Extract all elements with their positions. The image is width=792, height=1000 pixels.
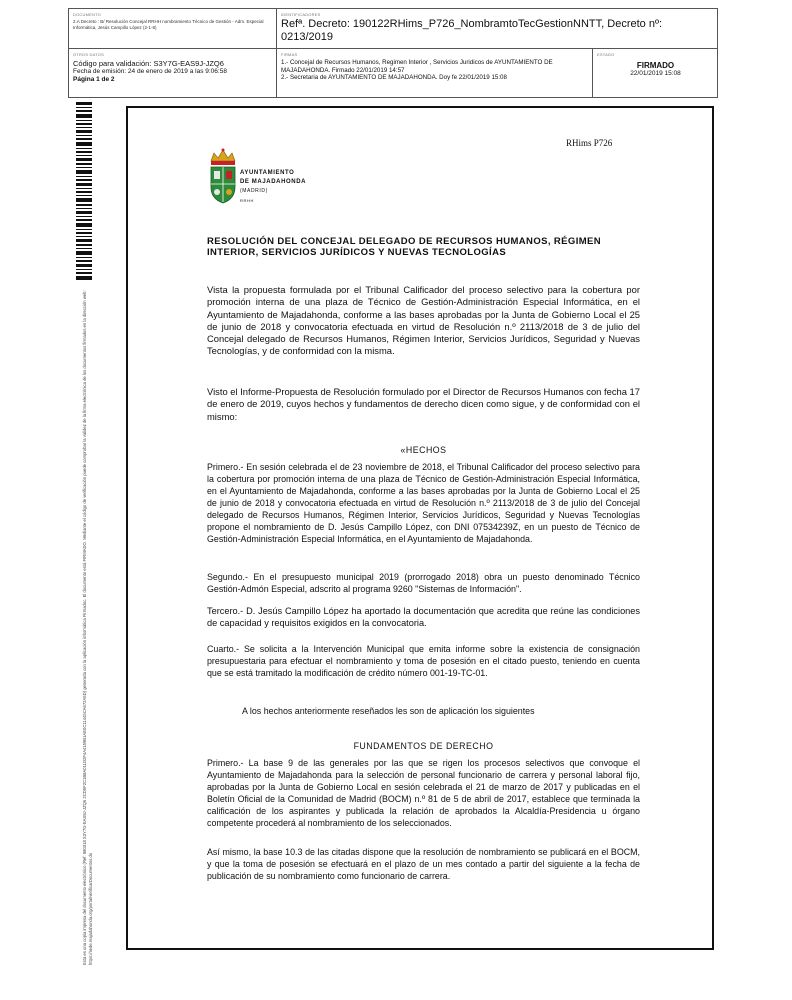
page-number: Página 1 de 2 [73,76,115,83]
paragraph-informe: Visto el Informe-Propuesta de Resolución formulado por el Director de Recursos Humanos con fecha 17 de enero de 2019, cuyos hechos y fundamentos de derecho dicen como sigue, y de conformidad con el mismo: [207,386,640,422]
fundamentos-heading: FUNDAMENTOS DE DERECHO [353,741,494,751]
otros-datos-label: OTROS DATOS [73,52,104,57]
documento-text: 2.A Decreto : B/ Resolución Concejal RRHH nombramiento Técnico de Gestión - Adm. Especial Informática, Jesús Campillo López (2-1-8) [73,19,264,30]
hecho-cuarto: Cuarto.- Se solicita a la Intervención Municipal que emita informe sobre la existencia de consignación presupuestaria para efectuar el nombramiento y toma de posesión en el citado puesto, teniendo en cuenta que se está tramitado la modificación de crédito número 001-19-TC-01. [207,644,640,678]
resolution-title: RESOLUCIÓN DEL CONCEJAL DELEGADO DE RECURSOS HUMANOS, RÉGIMEN INTERIOR, SERVICIOS JURÍDICOS Y NUEVAS TECNOLOGÍAS [207,236,602,258]
identificadores-cell [277,9,718,49]
otros-datos-cell [69,49,277,98]
firmas-label: FIRMAS [281,52,298,57]
fundamento-segundo: Así mismo, la base 10.3 de las citadas dispone que la resolución de nombramiento se publicará en el BOCM, y que la toma de posesión se efectuará en el plazo de un mes contado a partir del siguiente a la fecha de publicación de su nombramiento como funcionario de carrera. [207,847,640,881]
documento-cell [69,9,277,49]
municipality-logo-text [240,169,306,205]
estado-cell [593,49,718,98]
paragraph-propuesta: Vista la propuesta formulada por el Tribunal Calificador del proceso selectivo para la cobertura por promoción interna de una plaza de Técnico de Gestión-Administración Especial Informática, en el Ayuntamiento de Majadahonda, conforme a las bases aprobadas por la Junta de Gobierno Local el 25 de junio de 2018 y convocatoria efectuada en virtud de Resolución n.º 2113/2018 de 3 de julio del Concejal delegado de Recursos Humanos, Régimen Interior, Servicios Jurídicos, Seguridad y Nuevas Tecnologías, y de conformidad con la misma. [207,284,640,357]
logo-line-3: (MADRID) [240,188,268,194]
hechos-heading: «HECHOS [400,445,447,455]
validation-code[interactable]: Código para validación: S3Y7G-EAS9J-JZQ6 [73,59,224,68]
logo-line-1: AYUNTAMIENTO [240,170,295,176]
document-code: RHims P726 [566,138,613,148]
status-date: 22/01/2019 15:08 [630,70,681,77]
documento-label: DOCUMENTO [73,12,101,17]
firmas-cell [277,49,593,98]
identificadores-label: IDENTIFICADORES [281,12,321,17]
verification-side-text: Esta es una copia impresa del documento electrónico (Ref: 980318 S3Y7G-EAS9J-JZQ6 2CD5F2C1B8A011D2F4A4159B1AE0C11445CA672A5D) generada con la aplicación informática Firmadoc. El documento está FIRMADO. Mediante el código de verificación puede comprobar la validez de la firma electrónica de los documentos firmados en la dirección web: https://sede.majadahonda.org/portal/verificarDocumentos.do [82,290,93,965]
status-badge: FIRMADO [636,61,675,70]
municipal-crest-icon [206,147,240,207]
firma-2: 2.- Secretaria de AYUNTAMIENTO DE MAJADAHONDA. Doy fe 22/01/2019 15:08 [281,74,507,81]
hecho-primero: Primero.- En sesión celebrada el de 23 noviembre de 2018, el Tribunal Calificador del proceso selectivo para la cobertura por promoción interna de una plaza de Técnico de Gestión-Administración Especial Informática, en el Ayuntamiento de Majadahonda, conforme a las bases aprobadas por la Junta de Gobierno Local el 25 de junio de 2018 y convocatoria efectuada en virtud de Resolución n.º 2113/2018 de 3 de julio del Concejal delegado de Recursos Humanos, Régimen Interior, Servicios Jurídicos, Seguridad y Nuevas Tecnologías propone el nombramiento de D. Jesús Campillo López, con DNI 07534239Z, en un puesto de Técnico de Gestión-Administración Especial Informática, en el Ayuntamiento de Majadahonda. [207,462,640,544]
logo-line-2: DE MAJADAHONDA [240,179,307,185]
estado-label: ESTADO [597,52,615,57]
firma-1: 1.- Concejal de Recursos Humanos, Regimen Interior , Servicios Juridicos de AYUNTAMIENTO DE MAJADAHONDA. Firmado 22/01/2019 14:57 [281,59,553,74]
aplicacion-text: A los hechos anteriormente reseñados les son de aplicación los siguientes [242,706,535,716]
emission-date: Fecha de emisión: 24 de enero de 2019 a las 9:06:58 [73,68,227,75]
signature-header [68,8,718,98]
hecho-tercero: Tercero.- D. Jesús Campillo López ha aportado la documentación que acredita que reúne las condiciones de capacidad y requisitos exigidos en la convocatoria. [207,606,640,629]
fundamento-primero: Primero.- La base 9 de las generales por las que se rigen los procesos selectivos que convoque el Ayuntamiento de Majadahonda para la selección de personal funcionario de carrera y personal laboral fijo, aprobadas por la Junta de Gobierno Local en sesión celebrada el 21 de marzo de 2017 y publicadas en el Boletín Oficial de la Comunidad de Madrid (BOCM) n.º 81 de 5 de abril de 2017, establece que terminada la calificación de los aspirantes y publicada la relación de aprobados la Alcaldía-Presidencia u órgano competente procederá al nombramiento de los seleccionados. [207,758,640,828]
hecho-segundo: Segundo.- En el presupuesto municipal 2019 (prorrogado 2018) obra un puesto denominado Técnico Gestión-Admón Especial, adscrito al programa 9260 "Sistemas de Información". [207,572,640,594]
department-label: RRHH [240,198,254,203]
decreto-reference: Refª. Decreto: 190122RHims_P726_NombramtoTecGestionNNTT, Decreto nº: 0213/2019 [281,18,663,43]
